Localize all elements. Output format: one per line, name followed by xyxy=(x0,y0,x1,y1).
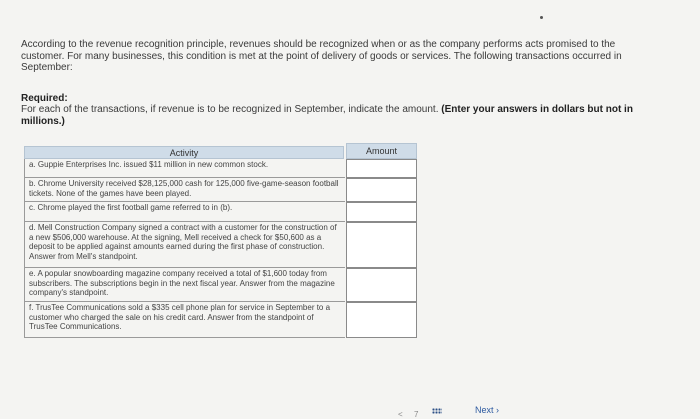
required-instructions xyxy=(21,104,661,127)
bottom-navigation-bar xyxy=(0,404,700,416)
amount-input-e[interactable] xyxy=(347,269,416,301)
question-prompt: According to the revenue recognition principle, revenues should be recognized when or as the company performs acts promised to the customer. For many businesses, this condition is met at the point of delivery of goods or services. The following transactions occurred in September: xyxy=(21,39,622,73)
table-row-f xyxy=(24,302,417,338)
table-row-d xyxy=(24,222,417,268)
table-row-a xyxy=(24,159,417,178)
table-row-e xyxy=(24,268,417,302)
amount-input-a[interactable] xyxy=(347,162,416,179)
amount-input-f[interactable] xyxy=(347,303,416,337)
amount-input-b[interactable] xyxy=(347,179,416,201)
mouse-cursor-dot xyxy=(540,16,543,19)
page-mark: 7 xyxy=(414,410,419,419)
required-text: For each of the transactions, if revenue is to be recognized in September, indicate the amount. xyxy=(21,104,439,115)
table-row-c xyxy=(24,202,417,222)
header-amount: Amount xyxy=(346,143,417,159)
amount-cell[interactable] xyxy=(346,222,417,268)
activity-cell: c. Chrome played the first football game referred to in (b). xyxy=(24,202,345,222)
amount-cell[interactable] xyxy=(346,178,417,202)
chevron-right-icon: › xyxy=(496,405,500,415)
table-row-b xyxy=(24,178,417,202)
activity-cell: b. Chrome University received $28,125,000 cash for 125,000 five-game-season football tickets. None of the games have been played. xyxy=(24,178,345,202)
activity-cell: a. Guppie Enterprises Inc. issued $11 million in new common stock. xyxy=(24,159,345,178)
amount-input-d[interactable] xyxy=(347,223,416,267)
amount-cell[interactable] xyxy=(346,302,417,338)
activity-cell: d. Mell Construction Company signed a contract with a customer for the construction of a new $506,000 warehouse. At the signing, Mell received a check for $50,600 as a deposit to be applied against amounts earned during the first phase of construction. Answer from Mell's standpoint. xyxy=(24,222,345,268)
next-button[interactable] xyxy=(475,405,499,415)
activity-cell: e. A popular snowboarding magazine company received a total of $1,600 today from subscribers. The subscriptions begin in the next fiscal year. Answer from the magazine company's standpoint. xyxy=(24,268,345,302)
activity-cell: f. TrusTee Communications sold a $335 cell phone plan for service in September to a customer who charged the sale on his credit card. Answer from the standpoint of TrusTee Communications. xyxy=(24,302,345,338)
header-activity: Activity xyxy=(24,146,344,159)
amount-cell[interactable] xyxy=(346,268,417,302)
amount-cell[interactable] xyxy=(346,159,417,178)
next-label: Next xyxy=(475,405,494,415)
amount-cell[interactable] xyxy=(346,202,417,222)
required-emphasis: (Enter your answers in dollars but not in millions.) xyxy=(21,104,633,127)
grid-icon[interactable] xyxy=(432,408,442,414)
required-label: Required: xyxy=(21,93,68,104)
prev-mark[interactable]: < xyxy=(398,410,403,419)
amount-input-c[interactable] xyxy=(347,204,416,222)
